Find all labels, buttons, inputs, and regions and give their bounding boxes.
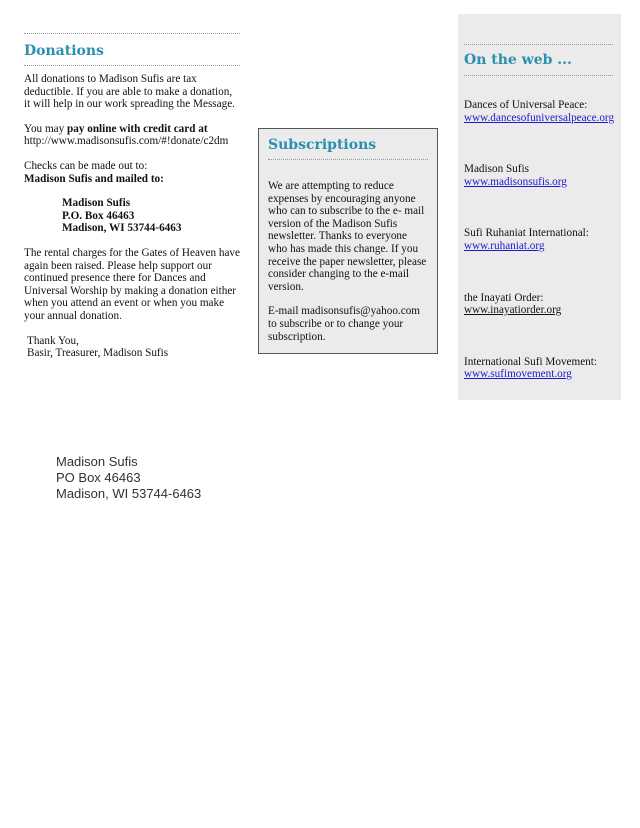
donations-title: Donations: [24, 43, 104, 59]
divider: [464, 44, 613, 45]
pay-url[interactable]: http://www.madisonsufis.com/#!donate/c2dm: [24, 135, 229, 148]
return-address-line: Madison, WI 53744-6463: [56, 486, 202, 501]
divider: [24, 33, 240, 34]
mailing-address: [62, 197, 240, 235]
web-link-item: [464, 292, 613, 317]
web-link[interactable]: www.madisonsufis.org: [464, 175, 567, 188]
address-line: Madison, WI 53744-6463: [62, 222, 182, 235]
return-address-line: Madison Sufis: [56, 454, 138, 469]
web-link[interactable]: www.inayatiorder.org: [464, 304, 562, 317]
pay-bold: pay online with credit card at: [67, 122, 208, 135]
web-link-label: Dances of Universal Peace:: [464, 99, 588, 111]
web-link-label: Sufi Ruhaniat International:: [464, 227, 589, 240]
web-link-item: [464, 99, 613, 124]
address-line: P.O. Box 46463: [62, 209, 135, 222]
divider: [268, 159, 428, 160]
return-address-line: PO Box 46463: [56, 470, 141, 485]
signature: Basir, Treasurer, Madison Sufis: [27, 347, 169, 360]
web-link-item: [464, 356, 613, 381]
checks-line2: Madison Sufis and mailed to:: [24, 172, 164, 185]
subscriptions-box: [258, 128, 438, 354]
donations-section: [24, 33, 240, 360]
donations-intro: All donations to Madison Sufis are tax deductible. If you are able to make a donation, it will help in our work spreading the Message.: [24, 73, 235, 111]
web-link-label: the Inayati Order:: [464, 291, 544, 304]
web-link-item: [464, 227, 613, 252]
subscriptions-body: We are attempting to reduce expenses by encouraging anyone who can to subscribe to the e- mail version of the Madison Sufis newsletter. Thanks to everyone who has made this change. If you receive the paper newsletter, please consider changing to the e-mail version.: [268, 180, 427, 293]
web-title: On the web ...: [464, 52, 572, 68]
rental-text: The rental charges for the Gates of Heaven have again been raised. Please help support our continued presence there for Dances and Universal Worship by making a donation either when you attend an event or when you make your annual donation.: [24, 246, 240, 322]
pay-online: [24, 123, 240, 136]
subscriptions-email: E-mail madisonsufis@yahoo.com to subscribe or to change your subscription.: [268, 305, 420, 343]
checks-line1: Checks can be made out to:: [24, 159, 148, 172]
web-link-item: [464, 163, 613, 188]
web-link-label: International Sufi Movement:: [464, 355, 597, 368]
web-link-label: Madison Sufis: [464, 163, 529, 176]
subscriptions-title: Subscriptions: [268, 137, 377, 153]
web-panel: [458, 14, 621, 400]
address-line: Madison Sufis: [62, 197, 131, 210]
web-link[interactable]: www.sufimovement.org: [464, 368, 572, 381]
pay-prefix: You may: [24, 122, 68, 135]
return-address: [56, 454, 201, 502]
divider: [464, 75, 613, 76]
web-link[interactable]: www.dancesofuniversalpeace.org: [464, 111, 615, 124]
web-link[interactable]: www.ruhaniat.org: [464, 239, 545, 252]
divider: [24, 65, 240, 66]
thanks: Thank You,: [27, 334, 79, 347]
